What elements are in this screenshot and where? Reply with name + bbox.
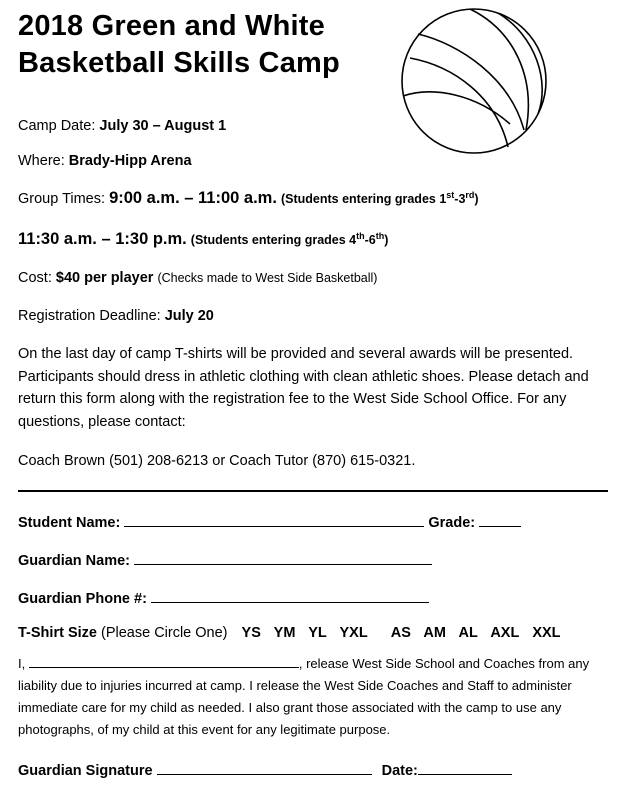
camp-date-label: Camp Date: xyxy=(18,118,96,134)
tshirt-size-note: (Please Circle One) xyxy=(101,625,228,641)
contact-line: Coach Brown (501) 208-6213 or Coach Tutor (870) 615-0321. xyxy=(18,453,416,469)
size-option[interactable]: AM xyxy=(423,625,446,641)
size-option[interactable]: AXL xyxy=(490,625,520,641)
signature-row xyxy=(18,760,512,779)
where-label: Where: xyxy=(18,153,65,169)
date-label: Date: xyxy=(381,763,418,779)
tshirt-size-row xyxy=(18,625,570,641)
size-option[interactable]: YM xyxy=(273,625,296,641)
deadline-line xyxy=(18,308,214,324)
release-text: , release West Side School and Coaches from any liability due to injuries incurred at camp. I release the West Side Coaches and Staff to administer immediate care for my child as needed. I also grant those associated with the camp to use any photographs, of my child at this event for any legitimate purpose. xyxy=(18,656,590,737)
student-name-row xyxy=(18,512,521,531)
guardian-phone-row xyxy=(18,588,429,607)
page-title-line2: Basketball Skills Camp xyxy=(18,47,340,79)
cost-note: (Checks made to West Side Basketball) xyxy=(157,271,378,285)
page-title-line1: 2018 Green and White xyxy=(18,10,325,42)
camp-date-value: July 30 – August 1 xyxy=(99,118,227,134)
size-option[interactable]: AS xyxy=(390,625,411,641)
group1-time: 9:00 a.m. – 11:00 a.m. xyxy=(109,189,277,207)
guardian-name-row xyxy=(18,550,432,569)
group-times-line-1 xyxy=(18,189,479,208)
group1-desc: (Students entering grades 1st-3rd) xyxy=(280,189,479,206)
info-paragraph: On the last day of camp T-shirts will be provided and several awards will be presented. Participants should dress in athletic clothing with clean athletic shoes. Please detach and return this form along with the registration fee to the West Side School Office. For any questions, please contact: xyxy=(18,346,589,430)
size-option[interactable]: XXL xyxy=(532,625,561,641)
group-times-line-2 xyxy=(18,230,388,249)
detach-divider xyxy=(18,490,608,492)
size-option[interactable]: YS xyxy=(241,625,261,641)
grade-label: Grade: xyxy=(428,515,476,531)
signature-label: Guardian Signature xyxy=(18,763,153,779)
liability-release xyxy=(18,653,613,741)
size-option[interactable]: YXL xyxy=(339,625,368,641)
deadline-label: Registration Deadline: xyxy=(18,308,161,324)
signature-field[interactable] xyxy=(157,760,372,775)
student-name-field[interactable] xyxy=(124,512,424,527)
guardian-name-field[interactable] xyxy=(134,550,432,565)
deadline-value: July 20 xyxy=(164,308,214,324)
student-name-label: Student Name: xyxy=(18,515,121,531)
where-value: Brady-Hipp Arena xyxy=(68,153,192,169)
group2-time: 11:30 a.m. – 1:30 p.m. xyxy=(18,230,187,248)
group2-desc: (Students entering grades 4th-6th) xyxy=(190,230,389,247)
where-line xyxy=(18,153,192,169)
basketball-icon xyxy=(398,2,550,160)
guardian-name-label: Guardian Name: xyxy=(18,553,130,569)
grade-field[interactable] xyxy=(479,512,521,527)
cost-label: Cost: xyxy=(18,270,52,286)
date-field[interactable] xyxy=(418,760,512,775)
tshirt-size-options xyxy=(242,625,570,641)
size-option[interactable]: AL xyxy=(458,625,478,641)
guardian-phone-field[interactable] xyxy=(151,588,429,603)
tshirt-size-label: T-Shirt Size xyxy=(18,625,97,641)
cost-value: $40 per player xyxy=(55,270,154,286)
cost-line xyxy=(18,270,377,286)
camp-date-line xyxy=(18,118,226,134)
size-option[interactable]: YL xyxy=(308,625,327,641)
guardian-phone-label: Guardian Phone #: xyxy=(18,591,147,607)
group-times-label: Group Times: xyxy=(18,191,106,207)
release-name-field[interactable] xyxy=(29,655,299,668)
release-prefix: I, xyxy=(18,656,26,671)
